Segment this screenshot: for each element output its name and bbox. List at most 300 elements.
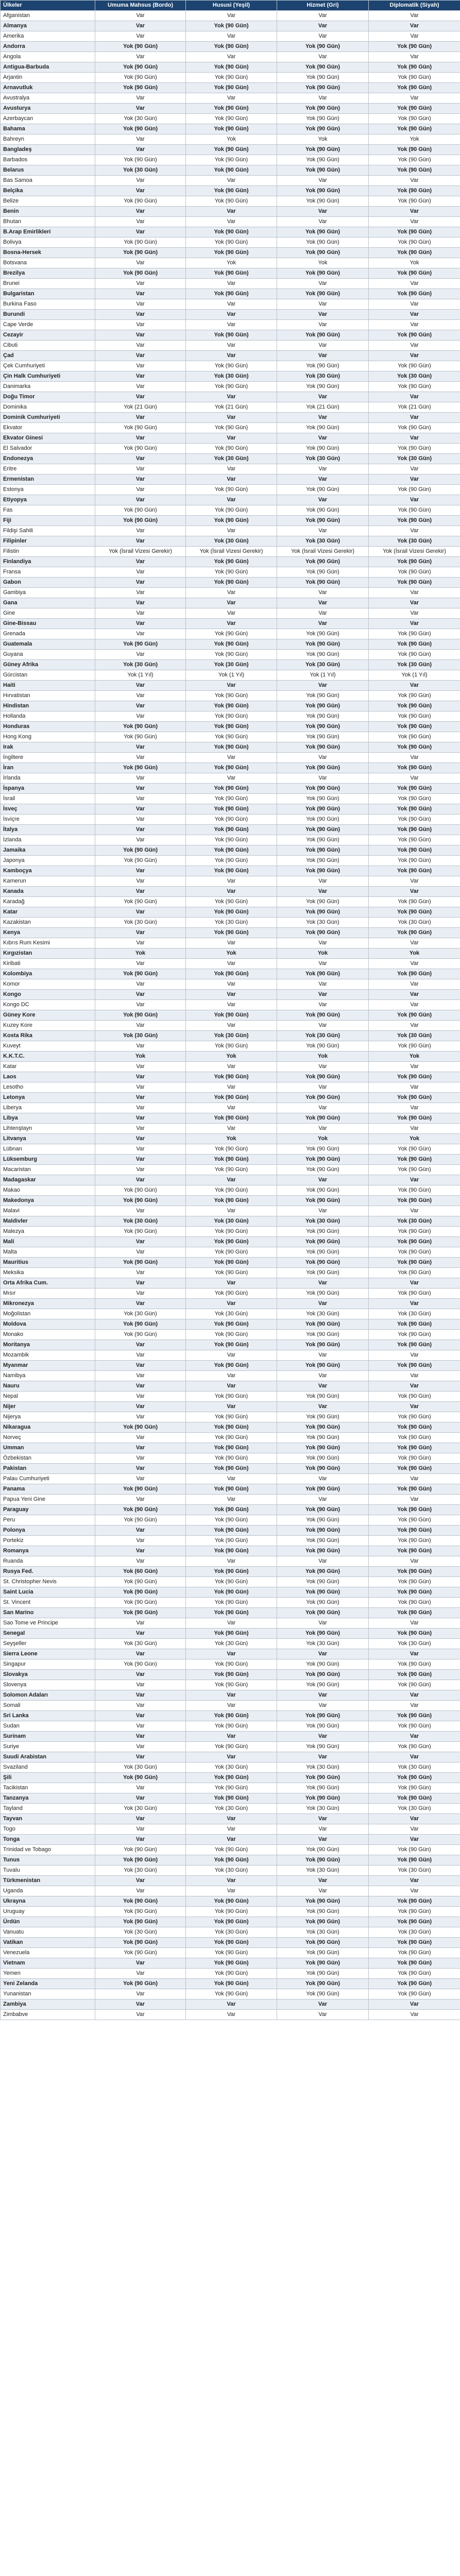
service-passport-cell: Yok (90 Gün): [277, 1453, 369, 1464]
diplomatic-passport-cell: Var: [369, 474, 460, 485]
diplomatic-passport-cell: Yok (90 Gün): [369, 1392, 460, 1402]
service-passport-cell: Var: [277, 217, 369, 227]
service-passport-cell: Yok (90 Gün): [277, 1587, 369, 1598]
service-passport-cell: Yok (90 Gün): [277, 1258, 369, 1268]
service-passport-cell: Var: [277, 1876, 369, 1886]
special-passport-cell: Yok (90 Gün): [186, 1773, 277, 1783]
diplomatic-passport-cell: Var: [369, 1824, 460, 1835]
special-passport-cell: Yok (90 Gün): [186, 856, 277, 866]
diplomatic-passport-cell: Var: [369, 279, 460, 289]
ordinary-passport-cell: Var: [95, 1680, 186, 1690]
ordinary-passport-cell: Var: [95, 1299, 186, 1309]
special-passport-cell: Var: [186, 11, 277, 21]
service-passport-cell: Var: [277, 299, 369, 310]
diplomatic-passport-cell: Yok (90 Gün): [369, 62, 460, 73]
country-cell: Tayland: [1, 1804, 95, 1814]
special-passport-cell: Yok (90 Gün): [186, 928, 277, 938]
special-passport-cell: Yok (90 Gün): [186, 268, 277, 279]
diplomatic-passport-cell: Yok (90 Gün): [369, 1629, 460, 1639]
diplomatic-passport-cell: Yok (30 Gün): [369, 1309, 460, 1319]
ordinary-passport-cell: Var: [95, 815, 186, 825]
ordinary-passport-cell: Yok (30 Gün): [95, 1866, 186, 1876]
diplomatic-passport-cell: Var: [369, 464, 460, 474]
special-passport-cell: Yok (90 Gün): [186, 742, 277, 753]
special-passport-cell: Var: [186, 464, 277, 474]
ordinary-passport-cell: Var: [95, 1412, 186, 1422]
table-row: [1, 1381, 460, 1392]
service-passport-cell: Yok (90 Gün): [277, 1536, 369, 1546]
service-passport-cell: Yok (90 Gün): [277, 1629, 369, 1639]
country-cell: Türkmenistan: [1, 1876, 95, 1886]
service-passport-cell: Yok (90 Gün): [277, 1319, 369, 1330]
diplomatic-passport-cell: Yok (90 Gün): [369, 186, 460, 196]
ordinary-passport-cell: Yok (90 Gün): [95, 1948, 186, 1958]
diplomatic-passport-cell: Yok (90 Gün): [369, 196, 460, 207]
table-row: [1, 1319, 460, 1330]
country-cell: Estonya: [1, 485, 95, 495]
country-cell: Gambiya: [1, 588, 95, 598]
table-row: [1, 1010, 460, 1021]
special-passport-cell: Var: [186, 310, 277, 320]
diplomatic-passport-cell: Var: [369, 1474, 460, 1484]
service-passport-cell: Var: [277, 320, 369, 330]
ordinary-passport-cell: Yok (90 Gün): [95, 1185, 186, 1196]
diplomatic-passport-cell: Var: [369, 1175, 460, 1185]
special-passport-cell: Yok (90 Gün): [186, 1453, 277, 1464]
special-passport-cell: Yok (90 Gün): [186, 1144, 277, 1155]
country-cell: Namibya: [1, 1371, 95, 1381]
special-passport-cell: Yok (90 Gün): [186, 1948, 277, 1958]
country-cell: Suudi Arabistan: [1, 1752, 95, 1762]
table-row: [1, 1206, 460, 1216]
special-passport-cell: Var: [186, 1999, 277, 2010]
country-cell: Özbekistan: [1, 1453, 95, 1464]
special-passport-cell: Yok (30 Gün): [186, 371, 277, 382]
table-row: [1, 1350, 460, 1361]
table-row: [1, 485, 460, 495]
service-passport-cell: Yok (90 Gün): [277, 1917, 369, 1927]
ordinary-passport-cell: Yok (İsrail Vizesi Gerekir): [95, 547, 186, 557]
ordinary-passport-cell: Var: [95, 1103, 186, 1113]
country-cell: Şili: [1, 1773, 95, 1783]
country-cell: Kamerun: [1, 876, 95, 887]
service-passport-cell: Yok (90 Gün): [277, 1773, 369, 1783]
table-row: [1, 1474, 460, 1484]
country-cell: Slovenya: [1, 1680, 95, 1690]
ordinary-passport-cell: Yok (90 Gün): [95, 1896, 186, 1907]
diplomatic-passport-cell: Var: [369, 1082, 460, 1093]
ordinary-passport-cell: Var: [95, 1721, 186, 1732]
service-passport-cell: Yok (90 Gün): [277, 1546, 369, 1556]
diplomatic-passport-cell: Yok (90 Gün): [369, 804, 460, 815]
country-cell: Tuvalu: [1, 1866, 95, 1876]
special-passport-cell: Yok (90 Gün): [186, 691, 277, 701]
table-row: [1, 1577, 460, 1587]
table-row: [1, 825, 460, 835]
diplomatic-passport-cell: Yok (90 Gün): [369, 1505, 460, 1515]
table-row: [1, 681, 460, 691]
ordinary-passport-cell: Var: [95, 804, 186, 815]
country-cell: Kongo DC: [1, 1000, 95, 1010]
table-row: [1, 1629, 460, 1639]
diplomatic-passport-cell: Yok (90 Gün): [369, 784, 460, 794]
diplomatic-passport-cell: Yok (90 Gün): [369, 732, 460, 742]
ordinary-passport-cell: Var: [95, 1536, 186, 1546]
table-row: [1, 1824, 460, 1835]
service-passport-cell: Yok (90 Gün): [277, 1989, 369, 1999]
table-row: [1, 938, 460, 948]
diplomatic-passport-cell: Yok (90 Gün): [369, 1546, 460, 1556]
country-cell: Doğu Timor: [1, 392, 95, 402]
special-passport-cell: Yok (90 Gün): [186, 1010, 277, 1021]
table-row: [1, 876, 460, 887]
special-passport-cell: Yok (90 Gün): [186, 1536, 277, 1546]
ordinary-passport-cell: Yok (30 Gün): [95, 114, 186, 124]
table-row: [1, 918, 460, 928]
special-passport-cell: Var: [186, 1835, 277, 1845]
special-passport-cell: Yok (90 Gün): [186, 1412, 277, 1422]
table-row: [1, 1721, 460, 1732]
country-cell: Fiji: [1, 516, 95, 526]
special-passport-cell: Var: [186, 1371, 277, 1381]
table-row: [1, 196, 460, 207]
service-passport-cell: Var: [277, 176, 369, 186]
diplomatic-passport-cell: Yok (90 Gün): [369, 742, 460, 753]
country-cell: Ürdün: [1, 1917, 95, 1927]
ordinary-passport-cell: Var: [95, 928, 186, 938]
special-passport-cell: Yok: [186, 258, 277, 268]
diplomatic-passport-cell: Yok (90 Gün): [369, 1041, 460, 1052]
country-cell: Gine-Bissau: [1, 619, 95, 629]
table-row: [1, 227, 460, 238]
table-row: [1, 31, 460, 42]
service-passport-cell: Yok (90 Gün): [277, 516, 369, 526]
table-row: [1, 268, 460, 279]
service-passport-cell: Yok (90 Gün): [277, 722, 369, 732]
ordinary-passport-cell: Yok (90 Gün): [95, 1577, 186, 1587]
service-passport-cell: Yok (90 Gün): [277, 382, 369, 392]
special-passport-cell: Yok (90 Gün): [186, 1989, 277, 1999]
special-passport-cell: Yok (30 Gün): [186, 1639, 277, 1649]
service-passport-cell: Yok (90 Gün): [277, 1845, 369, 1855]
special-passport-cell: Yok (90 Gün): [186, 1268, 277, 1278]
special-passport-cell: Yok (30 Gün): [186, 1031, 277, 1041]
service-passport-cell: Yok (90 Gün): [277, 1484, 369, 1495]
table-row: [1, 330, 460, 341]
country-cell: Mozambik: [1, 1350, 95, 1361]
diplomatic-passport-cell: Var: [369, 1206, 460, 1216]
diplomatic-passport-cell: Yok (90 Gün): [369, 73, 460, 83]
country-cell: Makedonya: [1, 1196, 95, 1206]
special-passport-cell: Var: [186, 938, 277, 948]
service-passport-cell: Yok: [277, 948, 369, 959]
table-row: [1, 258, 460, 268]
special-passport-cell: Yok (90 Gün): [186, 784, 277, 794]
diplomatic-passport-cell: Yok: [369, 1134, 460, 1144]
special-passport-cell: Yok (90 Gün): [186, 1484, 277, 1495]
ordinary-passport-cell: Var: [95, 330, 186, 341]
diplomatic-passport-cell: Yok (90 Gün): [369, 722, 460, 732]
ordinary-passport-cell: Yok (90 Gün): [95, 1907, 186, 1917]
special-passport-cell: Yok (30 Gün): [186, 660, 277, 670]
table-row: [1, 1917, 460, 1927]
table-row: [1, 1886, 460, 1896]
table-row: [1, 1732, 460, 1742]
table-row: [1, 402, 460, 413]
country-cell: Yunanistan: [1, 1989, 95, 1999]
special-passport-cell: Yok (90 Gün): [186, 1598, 277, 1608]
ordinary-passport-cell: Yok (21 Gün): [95, 402, 186, 413]
diplomatic-passport-cell: Yok (90 Gün): [369, 763, 460, 773]
table-row: [1, 887, 460, 897]
special-passport-cell: Yok (İsrail Vizesi Gerekir): [186, 547, 277, 557]
service-passport-cell: Yok (1 Yıl): [277, 670, 369, 681]
ordinary-passport-cell: Yok (90 Gün): [95, 1330, 186, 1340]
special-passport-cell: Var: [186, 753, 277, 763]
country-cell: St. Christopher Nevis: [1, 1577, 95, 1587]
diplomatic-passport-cell: Var: [369, 341, 460, 351]
ordinary-passport-cell: Var: [95, 1175, 186, 1185]
service-passport-cell: Var: [277, 938, 369, 948]
diplomatic-passport-cell: Yok (30 Gün): [369, 1639, 460, 1649]
diplomatic-passport-cell: Var: [369, 990, 460, 1000]
country-cell: Uruguay: [1, 1907, 95, 1917]
service-passport-cell: Var: [277, 598, 369, 608]
special-passport-cell: Var: [186, 1701, 277, 1711]
country-cell: Kırgızistan: [1, 948, 95, 959]
service-passport-cell: Yok (90 Gün): [277, 1979, 369, 1989]
ordinary-passport-cell: Var: [95, 835, 186, 845]
service-passport-cell: Yok (90 Gün): [277, 248, 369, 258]
diplomatic-passport-cell: Yok (90 Gün): [369, 1608, 460, 1618]
country-cell: Filistin: [1, 547, 95, 557]
special-passport-cell: Yok (90 Gün): [186, 907, 277, 918]
special-passport-cell: Yok (90 Gün): [186, 145, 277, 155]
table-row: [1, 1289, 460, 1299]
diplomatic-passport-cell: Yok (90 Gün): [369, 1010, 460, 1021]
table-row: [1, 650, 460, 660]
ordinary-passport-cell: Var: [95, 1268, 186, 1278]
table-row: [1, 711, 460, 722]
table-row: [1, 1134, 460, 1144]
table-row: [1, 1093, 460, 1103]
special-passport-cell: Yok (90 Gün): [186, 639, 277, 650]
table-row: [1, 1021, 460, 1031]
country-cell: Cezayir: [1, 330, 95, 341]
country-cell: Ermenistan: [1, 474, 95, 485]
table-row: [1, 1371, 460, 1381]
service-passport-cell: Yok (90 Gün): [277, 639, 369, 650]
special-passport-cell: Yok: [186, 948, 277, 959]
ordinary-passport-cell: Var: [95, 1742, 186, 1752]
country-cell: Mikronezya: [1, 1299, 95, 1309]
ordinary-passport-cell: Var: [95, 794, 186, 804]
special-passport-cell: Var: [186, 681, 277, 691]
diplomatic-passport-cell: Var: [369, 1278, 460, 1289]
service-passport-cell: Yok (90 Gün): [277, 1948, 369, 1958]
diplomatic-passport-cell: Yok (90 Gün): [369, 1443, 460, 1453]
ordinary-passport-cell: Var: [95, 227, 186, 238]
country-cell: Moritanya: [1, 1340, 95, 1350]
country-cell: Finlandiya: [1, 557, 95, 567]
header-diplomatic-passport: Diplomatik (Siyah): [369, 1, 460, 11]
diplomatic-passport-cell: Var: [369, 876, 460, 887]
ordinary-passport-cell: Var: [95, 1701, 186, 1711]
table-row: [1, 598, 460, 608]
special-passport-cell: Var: [186, 495, 277, 505]
header-special-passport: Hususi (Yeşil): [186, 1, 277, 11]
country-cell: Vatikan: [1, 1938, 95, 1948]
special-passport-cell: Yok (90 Gün): [186, 423, 277, 433]
table-row: [1, 1165, 460, 1175]
country-cell: Papua Yeni Gine: [1, 1495, 95, 1505]
country-cell: Moldova: [1, 1319, 95, 1330]
ordinary-passport-cell: Var: [95, 1618, 186, 1629]
ordinary-passport-cell: Yok (90 Gün): [95, 516, 186, 526]
special-passport-cell: Var: [186, 526, 277, 536]
country-cell: B.Arap Emirlikleri: [1, 227, 95, 238]
special-passport-cell: Yok (90 Gün): [186, 444, 277, 454]
ordinary-passport-cell: Var: [95, 887, 186, 897]
special-passport-cell: Yok (90 Gün): [186, 1742, 277, 1752]
country-cell: Arnavutluk: [1, 83, 95, 93]
table-row: [1, 392, 460, 402]
special-passport-cell: Yok: [186, 134, 277, 145]
diplomatic-passport-cell: Var: [369, 392, 460, 402]
service-passport-cell: Var: [277, 619, 369, 629]
service-passport-cell: Yok (90 Gün): [277, 1392, 369, 1402]
special-passport-cell: Yok (90 Gün): [186, 1670, 277, 1680]
table-row: [1, 165, 460, 176]
diplomatic-passport-cell: Yok (90 Gün): [369, 1185, 460, 1196]
diplomatic-passport-cell: Yok (90 Gün): [369, 845, 460, 856]
country-cell: Tonga: [1, 1835, 95, 1845]
special-passport-cell: Yok (90 Gün): [186, 1979, 277, 1989]
ordinary-passport-cell: Var: [95, 464, 186, 474]
special-passport-cell: Yok (90 Gün): [186, 1196, 277, 1206]
special-passport-cell: Yok (30 Gün): [186, 1927, 277, 1938]
table-body: [1, 11, 460, 2020]
diplomatic-passport-cell: Var: [369, 1649, 460, 1659]
special-passport-cell: Var: [186, 1824, 277, 1835]
country-cell: Hırvatistan: [1, 691, 95, 701]
country-cell: Eritre: [1, 464, 95, 474]
table-row: [1, 536, 460, 547]
table-row: [1, 732, 460, 742]
service-passport-cell: Var: [277, 1474, 369, 1484]
special-passport-cell: Yok (90 Gün): [186, 1958, 277, 1969]
special-passport-cell: Yok (90 Gün): [186, 1526, 277, 1536]
table-row: [1, 1258, 460, 1268]
table-row: [1, 1907, 460, 1917]
service-passport-cell: Var: [277, 310, 369, 320]
special-passport-cell: Yok (90 Gün): [186, 186, 277, 196]
diplomatic-passport-cell: Yok (90 Gün): [369, 1969, 460, 1979]
ordinary-passport-cell: Var: [95, 1381, 186, 1392]
service-passport-cell: Yok (90 Gün): [277, 1526, 369, 1536]
service-passport-cell: Var: [277, 1649, 369, 1659]
country-cell: Rusya Fed.: [1, 1567, 95, 1577]
special-passport-cell: Yok (90 Gün): [186, 62, 277, 73]
ordinary-passport-cell: Yok (90 Gün): [95, 763, 186, 773]
diplomatic-passport-cell: Yok (90 Gün): [369, 1783, 460, 1793]
service-passport-cell: Var: [277, 1103, 369, 1113]
country-cell: Bulgaristan: [1, 289, 95, 299]
country-cell: Lihtenştayn: [1, 1124, 95, 1134]
header-service-passport: Hizmet (Gri): [277, 1, 369, 11]
diplomatic-passport-cell: Var: [369, 31, 460, 42]
special-passport-cell: Var: [186, 1021, 277, 1031]
table-row: [1, 1505, 460, 1515]
service-passport-cell: Yok (90 Gün): [277, 1093, 369, 1103]
service-passport-cell: Yok (30 Gün): [277, 536, 369, 547]
country-cell: Endonezya: [1, 454, 95, 464]
service-passport-cell: Yok (90 Gün): [277, 711, 369, 722]
country-cell: Orta Afrika Cum.: [1, 1278, 95, 1289]
service-passport-cell: Yok (90 Gün): [277, 1041, 369, 1052]
special-passport-cell: Yok (90 Gün): [186, 722, 277, 732]
service-passport-cell: Yok (90 Gün): [277, 1113, 369, 1124]
special-passport-cell: Var: [186, 217, 277, 227]
special-passport-cell: Var: [186, 1690, 277, 1701]
table-row: [1, 1896, 460, 1907]
service-passport-cell: Yok (90 Gün): [277, 145, 369, 155]
country-cell: Burkina Faso: [1, 299, 95, 310]
table-row: [1, 969, 460, 979]
service-passport-cell: Yok (90 Gün): [277, 969, 369, 979]
ordinary-passport-cell: Var: [95, 773, 186, 784]
country-cell: Ukrayna: [1, 1896, 95, 1907]
table-row: [1, 83, 460, 93]
ordinary-passport-cell: Var: [95, 371, 186, 382]
country-cell: Nijer: [1, 1402, 95, 1412]
table-row: [1, 1711, 460, 1721]
table-row: [1, 1247, 460, 1258]
service-passport-cell: Yok (90 Gün): [277, 907, 369, 918]
special-passport-cell: Yok (90 Gün): [186, 897, 277, 907]
ordinary-passport-cell: Yok (90 Gün): [95, 444, 186, 454]
special-passport-cell: Yok (90 Gün): [186, 1845, 277, 1855]
diplomatic-passport-cell: Yok (30 Gün): [369, 454, 460, 464]
service-passport-cell: Yok (90 Gün): [277, 1144, 369, 1155]
special-passport-cell: Yok (90 Gün): [186, 1505, 277, 1515]
ordinary-passport-cell: Var: [95, 1546, 186, 1556]
table-row: [1, 763, 460, 773]
ordinary-passport-cell: Var: [95, 691, 186, 701]
diplomatic-passport-cell: Yok (90 Gün): [369, 1072, 460, 1082]
country-cell: Avusturya: [1, 104, 95, 114]
service-passport-cell: Yok (90 Gün): [277, 578, 369, 588]
country-cell: Azerbaycan: [1, 114, 95, 124]
special-passport-cell: Yok: [186, 1052, 277, 1062]
diplomatic-passport-cell: Yok (90 Gün): [369, 835, 460, 845]
ordinary-passport-cell: Var: [95, 279, 186, 289]
service-passport-cell: Var: [277, 773, 369, 784]
country-cell: Güney Kore: [1, 1010, 95, 1021]
country-cell: Meksika: [1, 1268, 95, 1278]
service-passport-cell: Yok (90 Gün): [277, 557, 369, 567]
table-row: [1, 341, 460, 351]
service-passport-cell: Yok (90 Gün): [277, 155, 369, 165]
special-passport-cell: Yok (90 Gün): [186, 1546, 277, 1556]
country-cell: Afganistan: [1, 11, 95, 21]
service-passport-cell: Yok (90 Gün): [277, 866, 369, 876]
special-passport-cell: Yok (90 Gün): [186, 1793, 277, 1804]
ordinary-passport-cell: Yok: [95, 948, 186, 959]
service-passport-cell: Var: [277, 1021, 369, 1031]
table-row: [1, 207, 460, 217]
ordinary-passport-cell: Yok (90 Gün): [95, 1659, 186, 1670]
